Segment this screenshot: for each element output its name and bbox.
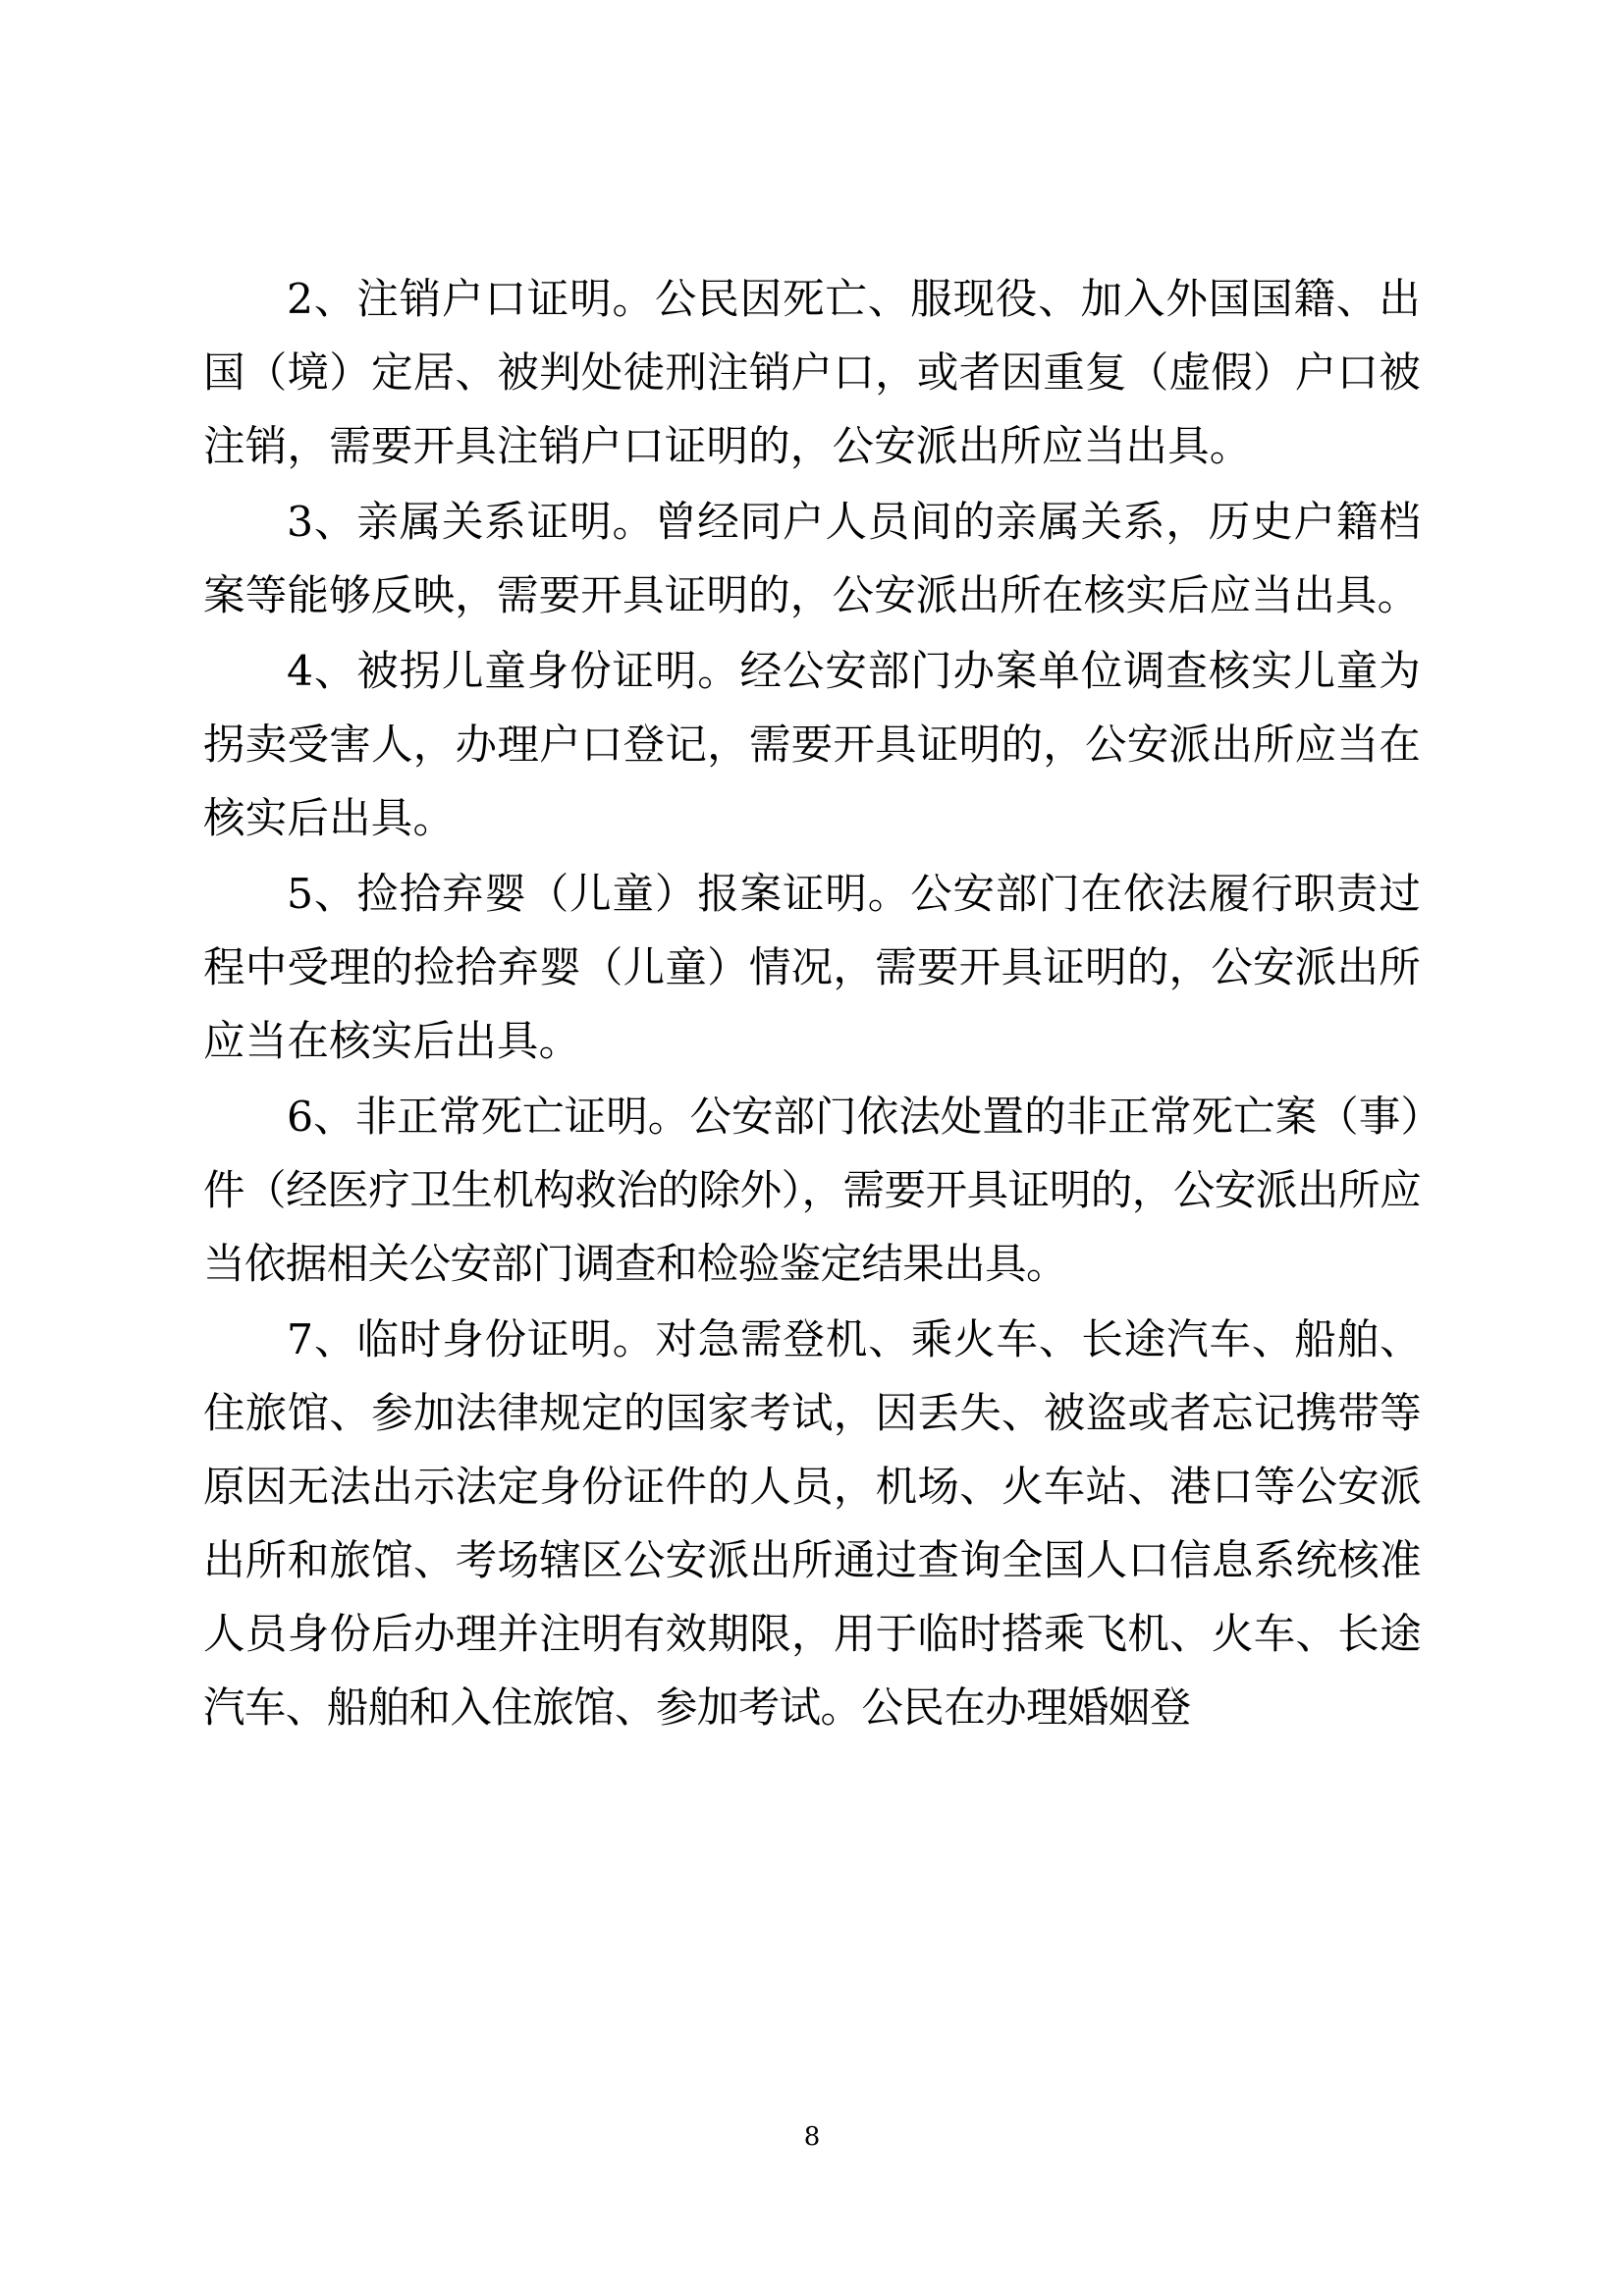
paragraph-item-5: 5、捡拾弃婴（儿童）报案证明。公安部门在依法履行职责过程中受理的捡拾弃婴（儿童）情况，需要开具证明的，公安派出所应当在核实后出具。 [203, 871, 1421, 1066]
page-number: 8 [803, 2122, 821, 2152]
paragraph-item-4: 4、被拐儿童身份证明。经公安部门办案单位调查核实儿童为拐卖受害人，办理户口登记，需要开具证明的，公安派出所应当在核实后出具。 [203, 648, 1421, 843]
paragraph-item-6: 6、非正常死亡证明。公安部门依法处置的非正常死亡案（事）件（经医疗卫生机构救治的除外），需要开具证明的，公安派出所应当依据相关公安部门调查和检验鉴定结果出具。 [203, 1094, 1421, 1289]
paragraph-item-2: 2、注销户口证明。公民因死亡、服现役、加入外国国籍、出国（境）定居、被判处徒刑注销户口，或者因重复（虚假）户口被注销，需要开具注销户口证明的，公安派出所应当出具。 [203, 276, 1421, 471]
document-body [203, 263, 1421, 1747]
paragraph-item-3: 3、亲属关系证明。曾经同户人员间的亲属关系，历史户籍档案等能够反映，需要开具证明的，公安派出所在核实后应当出具。 [203, 499, 1421, 620]
paragraph-item-7: 7、临时身份证明。对急需登机、乘火车、长途汽车、船舶、住旅馆、参加法律规定的国家考试，因丢失、被盗或者忘记携带等原因无法出示法定身份证件的人员，机场、火车站、港口等公安派出所和旅馆、考场辖区公安派出所通过查询全国人口信息系统核准人员身份后办理并注明有效期限，用于临时搭乘飞机、火车、长途汽车、船舶和入住旅馆、参加考试。公民在办理婚姻登 [203, 1316, 1421, 1733]
